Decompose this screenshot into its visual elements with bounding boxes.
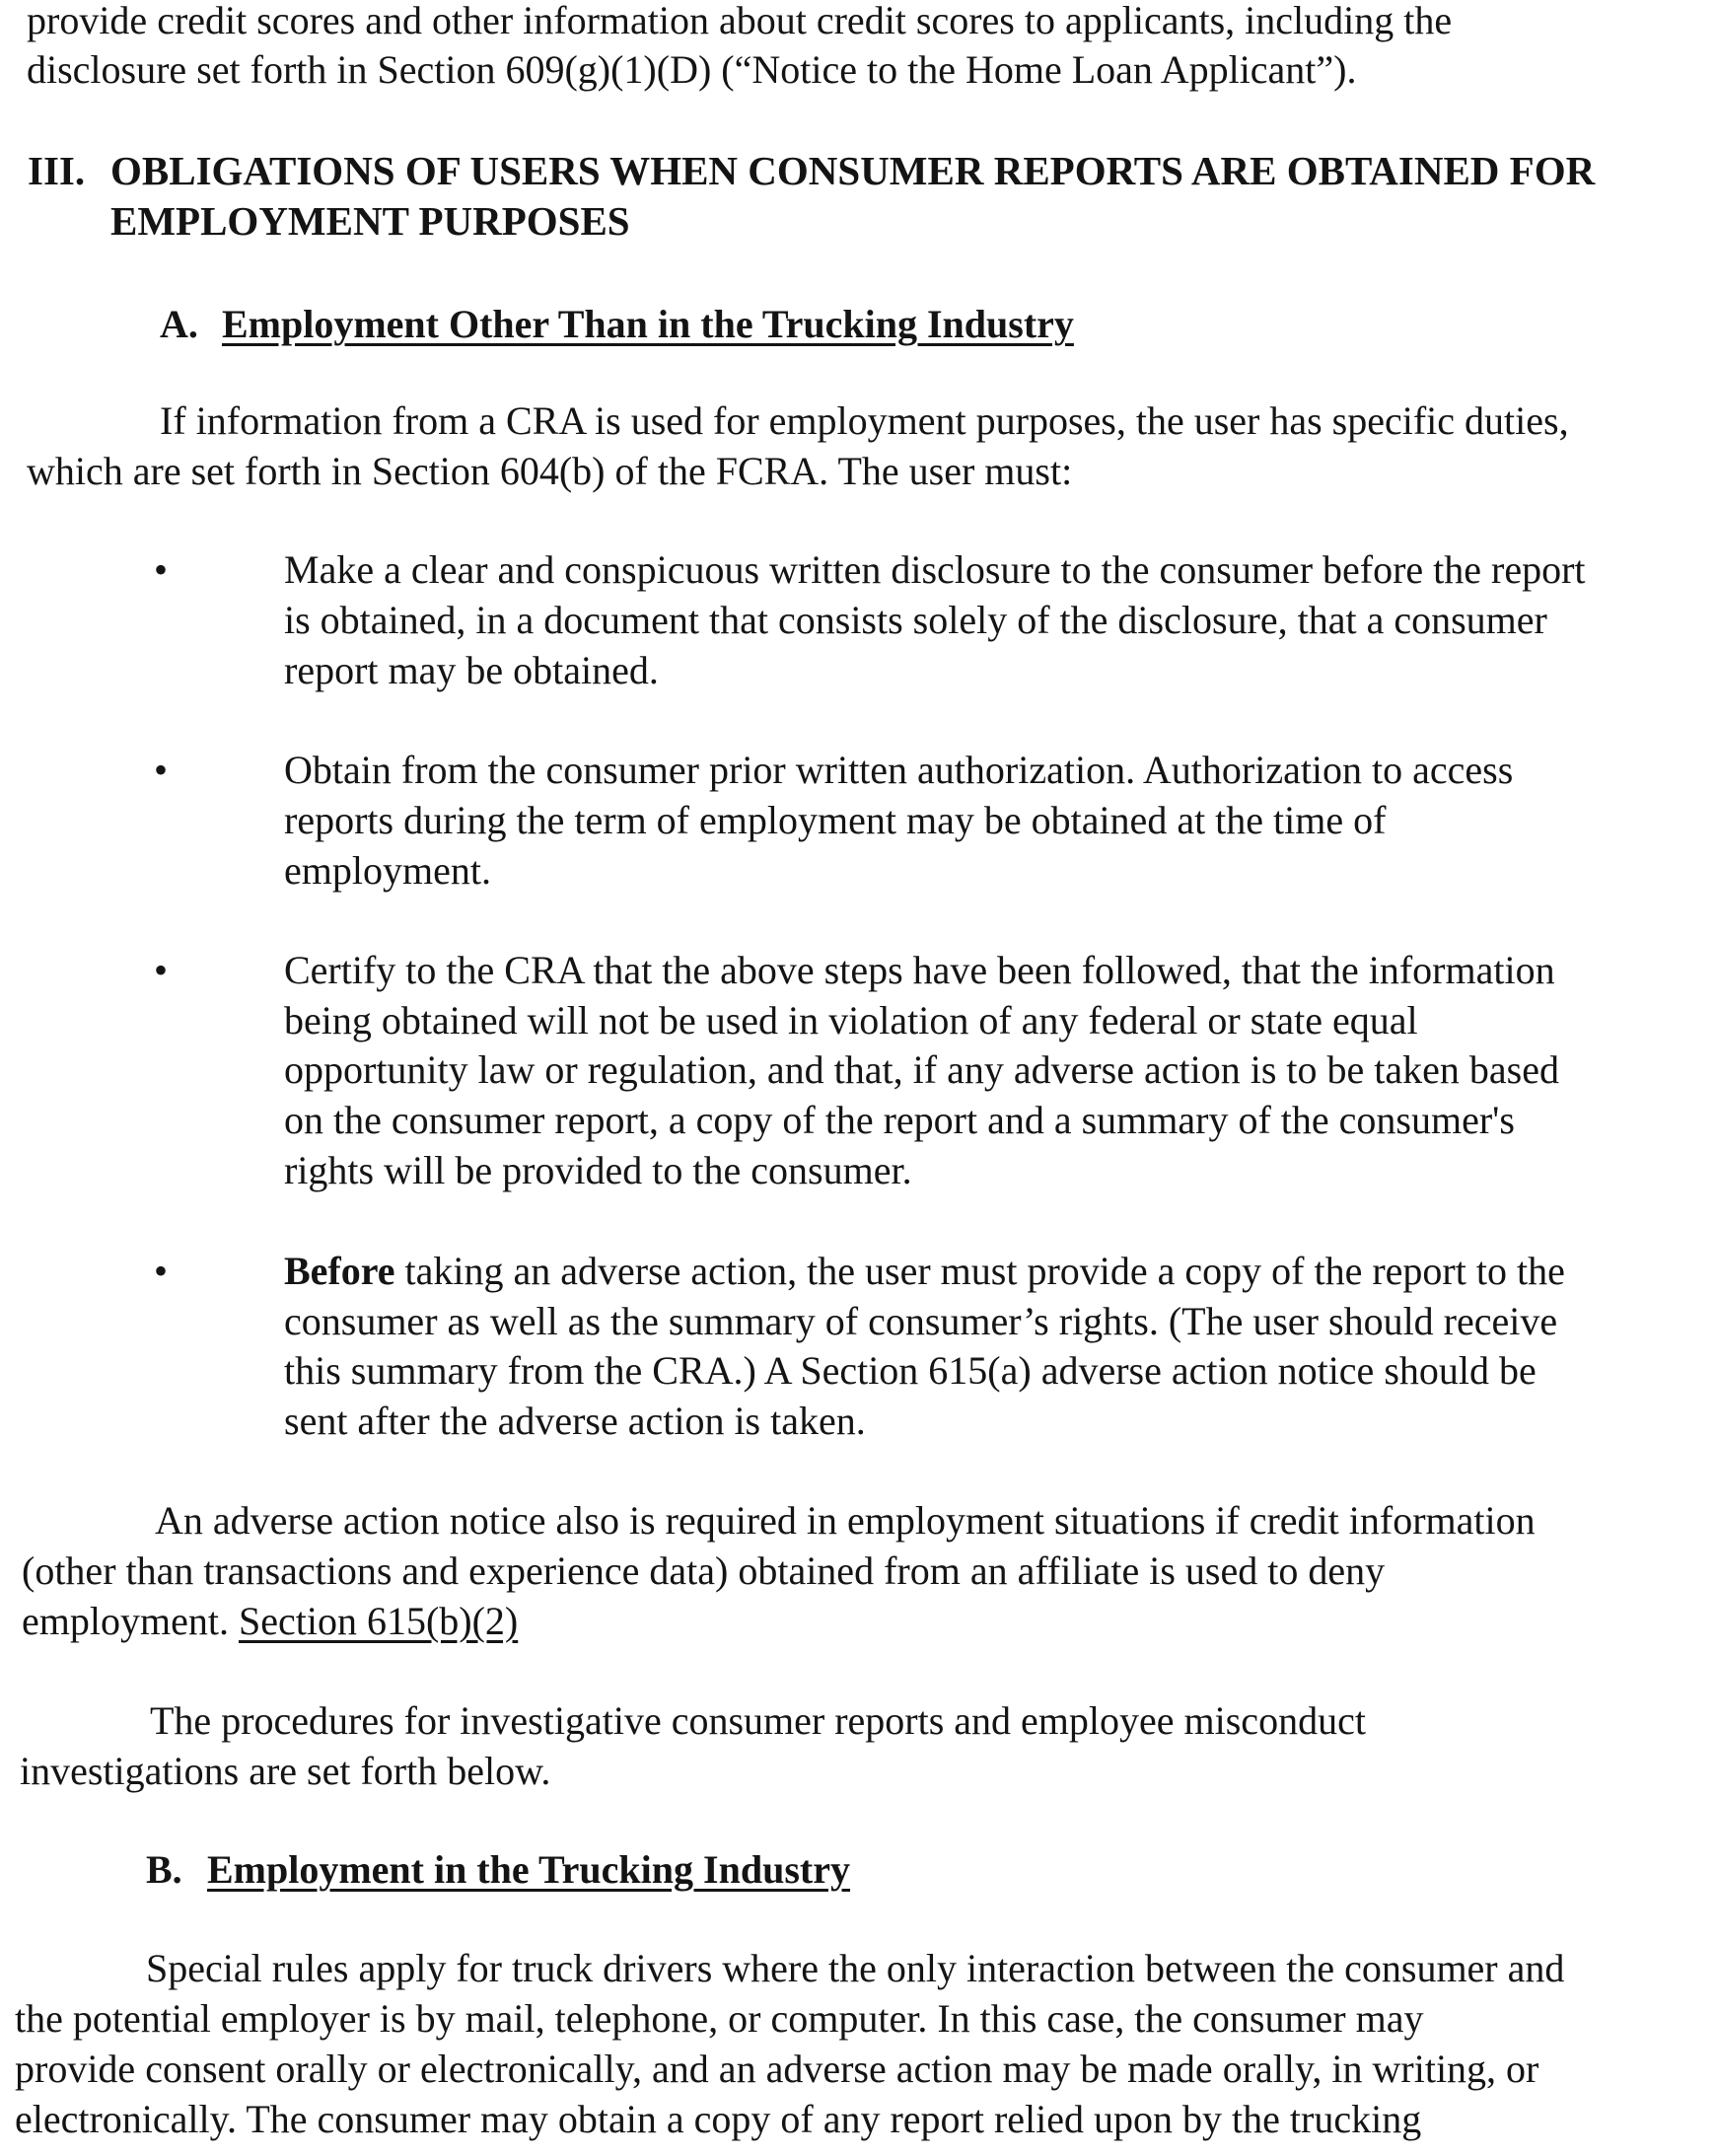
bullet-3-line-5: rights will be provided to the consumer. [284, 1148, 912, 1192]
bullet-2-line-3: employment. [284, 848, 491, 893]
adverse-para-line-3-text: employment. [22, 1599, 239, 1643]
bullet-4-marker: • [154, 1249, 169, 1293]
bullet-2-line-2: reports during the term of employment may be obtained at the time of [284, 798, 1387, 842]
adverse-para-line-3 [22, 1596, 518, 1647]
bullet-3-line-4: on the consumer report, a copy of the report and a summary of the consumer's [284, 1098, 1515, 1142]
bullet-3-line-2: being obtained will not be used in violation of any federal or state equal [284, 998, 1418, 1042]
bullet-4-line-1 [284, 1246, 1565, 1297]
bullet-4-lead-rest: taking an adverse action, the user must provide a copy of the report to the [394, 1249, 1565, 1293]
bullet-3-marker: • [154, 948, 169, 992]
bullet-3-line-3: opportunity law or regulation, and that, if any adverse action is to be taken based [284, 1047, 1559, 1092]
bullet-2-marker: • [154, 748, 169, 792]
bullet-1-line-3: report may be obtained. [284, 648, 659, 692]
subsection-b-letter: B. [146, 1847, 182, 1892]
subsection-a-para-line-1: If information from a CRA is used for employment purposes, the user has specific duties, [160, 398, 1569, 443]
bullet-1-line-1: Make a clear and conspicuous written disclosure to the consumer before the report [284, 547, 1586, 592]
section-iii-title-line-2: EMPLOYMENT PURPOSES [110, 198, 630, 244]
subsection-b-title: Employment in the Trucking Industry [207, 1847, 850, 1892]
subsection-b-para-line-2: the potential employer is by mail, telephone, or computer. In this case, the consumer may [15, 1996, 1424, 2041]
subsection-a-letter: A. [160, 302, 198, 346]
bullet-4-bold-lead: Before [284, 1249, 395, 1293]
intro-line-2: disclosure set forth in Section 609(g)(1)(D) (“Notice to the Home Loan Applicant”). [27, 47, 1357, 92]
section-iii-title-line-1: OBLIGATIONS OF USERS WHEN CONSUMER REPORTS ARE OBTAINED FOR [110, 148, 1596, 193]
subsection-b-para-line-4: electronically. The consumer may obtain a copy of any report relied upon by the trucking [15, 2097, 1422, 2141]
procedures-para-line-1: The procedures for investigative consumer reports and employee misconduct [150, 1698, 1366, 1743]
subsection-b-para-line-3: provide consent orally or electronically, and an adverse action may be made orally, in writing, or [15, 2047, 1539, 2091]
section-615b2-link[interactable]: Section 615(b)(2) [238, 1599, 519, 1643]
bullet-1-line-2: is obtained, in a document that consists solely of the disclosure, that a consumer [284, 598, 1547, 642]
subsection-a-title: Employment Other Than in the Trucking Industry [222, 302, 1074, 346]
subsection-b-para-line-1: Special rules apply for truck drivers where the only interaction between the consumer and [146, 1946, 1565, 1990]
bullet-2-line-1: Obtain from the consumer prior written authorization. Authorization to access [284, 748, 1514, 792]
procedures-para-line-2: investigations are set forth below. [20, 1749, 551, 1793]
adverse-para-line-1: An adverse action notice also is required in employment situations if credit information [155, 1498, 1536, 1543]
subsection-a-para-line-2: which are set forth in Section 604(b) of the FCRA. The user must: [27, 449, 1073, 493]
adverse-para-line-2: (other than transactions and experience data) obtained from an affiliate is used to deny [22, 1548, 1386, 1593]
bullet-4-line-4: sent after the adverse action is taken. [284, 1399, 866, 1443]
intro-line-1: provide credit scores and other information about credit scores to applicants, including the [27, 0, 1453, 42]
bullet-4-line-2: consumer as well as the summary of consumer’s rights. (The user should receive [284, 1299, 1558, 1343]
bullet-3-line-1: Certify to the CRA that the above steps have been followed, that the information [284, 948, 1555, 992]
section-iii-number: III. [28, 148, 86, 193]
bullet-4-line-3: this summary from the CRA.) A Section 615(a) adverse action notice should be [284, 1348, 1537, 1393]
bullet-1-marker: • [154, 547, 169, 592]
